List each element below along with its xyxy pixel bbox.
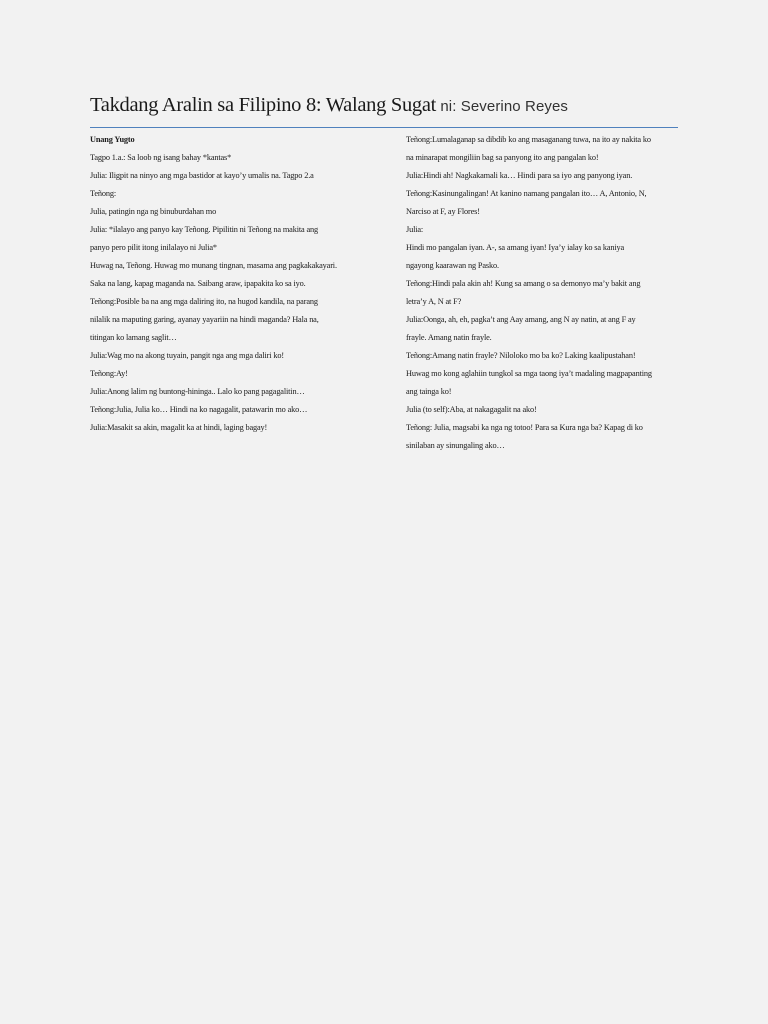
text-line: Huwag na, Teñong. Huwag mo munang tingnan, masama ang pagkakakayari.: [90, 261, 337, 270]
text-line: Teñong: Julia, magsabi ka nga ng totoo! Para sa Kura nga ba? Kapag di ko: [406, 423, 643, 432]
text-line: Teñong:Julia, Julia ko… Hindi na ko nagagalit, patawarin mo ako…: [90, 405, 308, 414]
text-line: Tagpo 1.a.: Sa loob ng isang bahay *kantas*: [90, 153, 232, 162]
section-heading: Unang Yugto: [90, 135, 135, 144]
text-line: Julia (to self):Aba, at nakagagalit na ako!: [406, 405, 537, 414]
text-line: nilalik na maputing garing, ayanay yayariin na hindi maganda? Hala na,: [90, 315, 319, 324]
text-line: Julia:Wag mo na akong tuyain, pangit nga ang mga daliri ko!: [90, 351, 284, 360]
title-main: Takdang Aralin sa Filipino 8: Walang Sugat: [90, 94, 437, 116]
text-line: Teñong:Ay!: [90, 369, 128, 378]
text-line: frayle. Amang natin frayle.: [406, 333, 492, 342]
text-line: Teñong:Posible ba na ang mga daliring ito, na hugod kandila, na parang: [90, 297, 318, 306]
text-line: Teñong:Lumalaganap sa dibdib ko ang masaganang tuwa, na ito ay nakita ko: [406, 135, 651, 144]
text-line: Huwag mo kong aglahiin tungkol sa mga taong iya’t madaling magpapanting: [406, 369, 652, 378]
left-column: [90, 131, 382, 437]
text-line: sinilaban ay sinungaling ako…: [406, 441, 505, 450]
text-line: Narciso at F, ay Flores!: [406, 207, 480, 216]
title-underline: [90, 127, 678, 128]
text-line: Julia:Anong lalim ng buntong-hininga.. Lalo ko pang pagagalitin…: [90, 387, 305, 396]
text-line: na minarapat mongiliin bag sa panyong ito ang pangalan ko!: [406, 153, 599, 162]
text-line: ngayong kaarawan ng Pasko.: [406, 261, 499, 270]
text-line: Julia, patingin nga ng binuburdahan mo: [90, 207, 217, 216]
text-line: Julia: Iligpit na ninyo ang mga bastidor at kayo’y umalis na. Tagpo 2.a: [90, 171, 314, 180]
document-title: [90, 94, 680, 117]
text-line: letra’y A, N at F?: [406, 297, 462, 306]
text-line: Teñong:Kasinungalingan! At kanino namang pangalan ito… A, Antonio, N,: [406, 189, 647, 198]
right-column: [406, 131, 686, 455]
text-line: Teñong:: [90, 189, 117, 198]
text-line: Julia:Masakit sa akin, magalit ka at hindi, laging bagay!: [90, 423, 268, 432]
text-line: Julia: *ilalayo ang panyo kay Teñong. Pipilitin ni Teñong na makita ang: [90, 225, 318, 234]
text-line: Julia:Oonga, ah, eh, pagka’t ang Aay amang, ang N ay natin, at ang F ay: [406, 315, 636, 324]
title-author: ni: Severino Reyes: [436, 98, 569, 115]
text-line: Julia:: [406, 225, 424, 234]
text-line: Hindi mo pangalan iyan. A-, sa amang iyan! Iya’y ialay ko sa kaniya: [406, 243, 625, 252]
text-line: Teñong:Hindi pala akin ah! Kung sa amang o sa demonyo ma’y bakit ang: [406, 279, 641, 288]
text-line: Teñong:Amang natin frayle? Niloloko mo ba ko? Laking kaalipustahan!: [406, 351, 636, 360]
text-line: Saka na lang, kapag maganda na. Saibang araw, ipapakita ko sa iyo.: [90, 279, 306, 288]
text-line: titingan ko lamang saglit…: [90, 333, 177, 342]
text-line: ang tainga ko!: [406, 387, 452, 396]
text-line: panyo pero pilit itong inilalayo ni Julia*: [90, 243, 217, 252]
text-line: Julia:Hindi ah! Nagkakamali ka… Hindi para sa iyo ang panyong iyan.: [406, 171, 633, 180]
